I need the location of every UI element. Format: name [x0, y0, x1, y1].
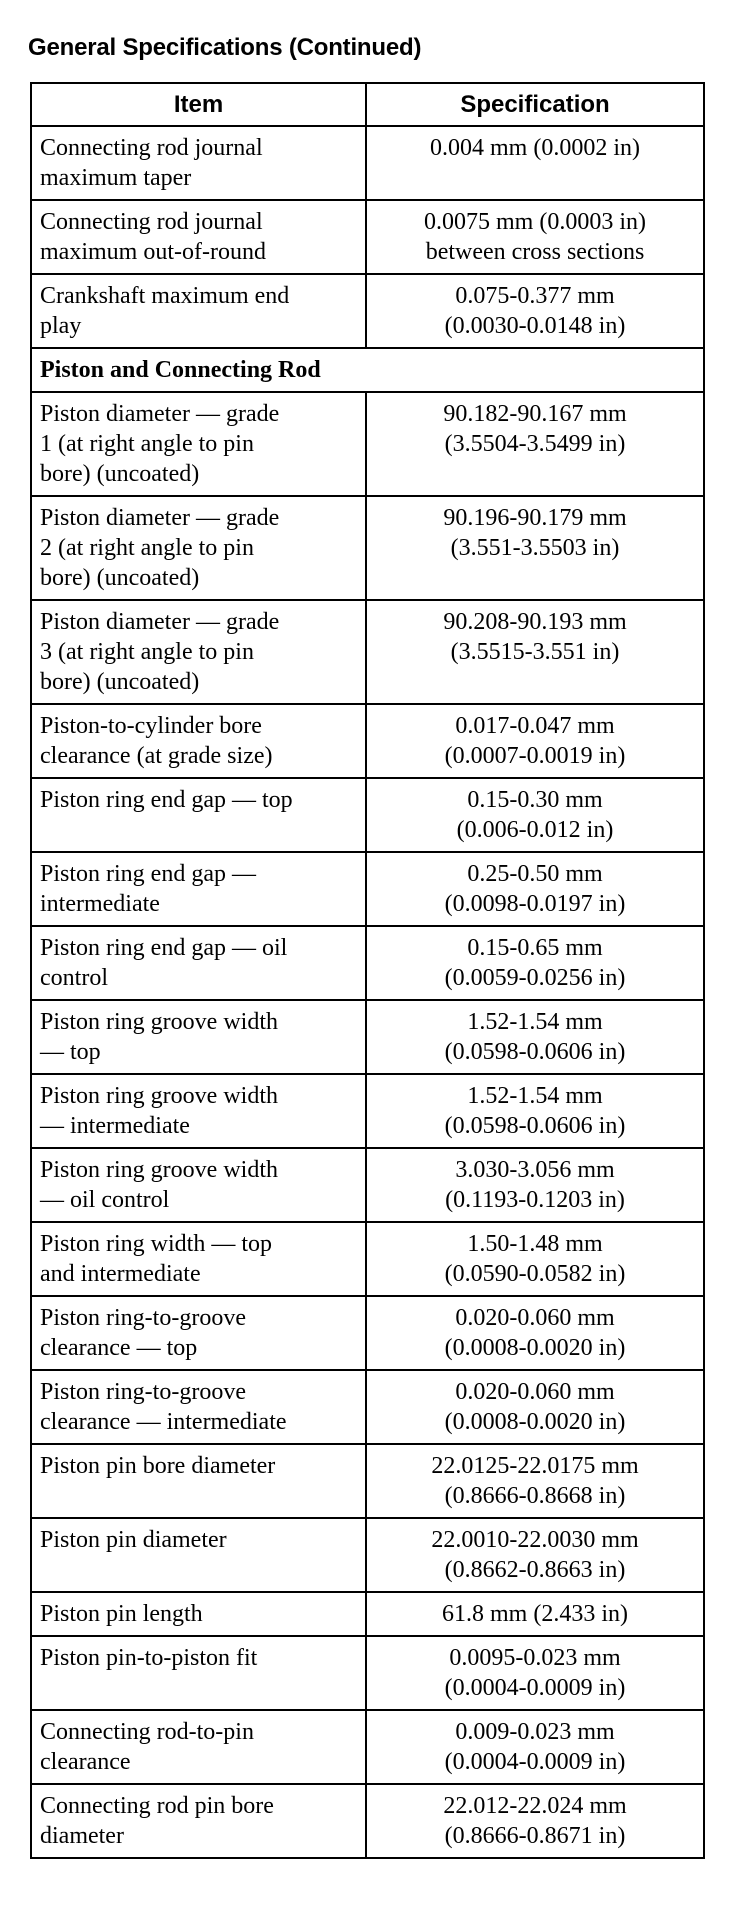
item-text: Connecting rod pin bore — [40, 1793, 274, 1819]
specification-cell — [366, 1074, 704, 1148]
specification-text: (0.0598-0.0606 in) — [444, 1113, 626, 1139]
item-cell — [31, 1710, 366, 1784]
item-text: Piston ring end gap — oil — [40, 935, 288, 961]
table-row — [31, 1370, 704, 1444]
section-header-row — [31, 348, 704, 392]
specification-text: 61.8 mm (2.433 in) — [442, 1601, 628, 1627]
item-text: Piston pin length — [40, 1601, 203, 1627]
specification-text: (0.0007-0.0019 in) — [444, 743, 626, 769]
table-row — [31, 1636, 704, 1710]
specification-text: 22.0010-22.0030 mm — [431, 1527, 639, 1553]
specification-text: 22.0125-22.0175 mm — [431, 1453, 639, 1479]
item-text: Piston pin bore diameter — [40, 1453, 276, 1479]
specification-cell — [366, 600, 704, 704]
specification-text: 90.208-90.193 mm — [443, 609, 627, 635]
item-text: Piston ring-to-groove — [40, 1379, 246, 1405]
specification-cell — [366, 1784, 704, 1858]
specification-cell — [366, 704, 704, 778]
specification-text: 1.52-1.54 mm — [467, 1083, 603, 1109]
table-row — [31, 392, 704, 496]
specification-cell — [366, 926, 704, 1000]
specification-text: (0.0059-0.0256 in) — [444, 965, 626, 991]
specification-text: 0.004 mm (0.0002 in) — [430, 135, 640, 161]
specification-text: (0.8662-0.8663 in) — [444, 1557, 626, 1583]
item-cell — [31, 200, 366, 274]
table-row — [31, 496, 704, 600]
specification-text: (0.0098-0.0197 in) — [444, 891, 626, 917]
item-text: Piston-to-cylinder bore — [40, 713, 262, 739]
specification-text: 22.012-22.024 mm — [443, 1793, 627, 1819]
item-text: Piston ring width — top — [40, 1231, 273, 1257]
item-text: Piston ring groove width — [40, 1009, 278, 1035]
column-header-specification: Specification — [366, 83, 704, 126]
item-text: Piston pin diameter — [40, 1527, 227, 1553]
item-cell — [31, 1296, 366, 1370]
item-cell — [31, 778, 366, 852]
item-cell — [31, 1000, 366, 1074]
specification-text: 3.030-3.056 mm — [455, 1157, 615, 1183]
specification-cell — [366, 852, 704, 926]
table-row — [31, 1518, 704, 1592]
table-row — [31, 200, 704, 274]
specification-text: (0.0004-0.0009 in) — [444, 1675, 626, 1701]
table-row — [31, 1444, 704, 1518]
item-text: diameter — [40, 1823, 124, 1849]
specification-text: 0.15-0.30 mm — [467, 787, 603, 813]
specification-cell — [366, 1518, 704, 1592]
specification-text: (3.5515-3.551 in) — [450, 639, 620, 665]
specification-text: 0.009-0.023 mm — [455, 1719, 615, 1745]
item-text: clearance — [40, 1749, 131, 1775]
table-header-row — [31, 83, 704, 126]
table-row — [31, 1296, 704, 1370]
specification-text: (0.0030-0.0148 in) — [444, 313, 626, 339]
item-text: and intermediate — [40, 1261, 201, 1287]
table-row — [31, 600, 704, 704]
specifications-table — [30, 82, 705, 1859]
specification-text: (0.0008-0.0020 in) — [444, 1409, 626, 1435]
item-text: Piston ring-to-groove — [40, 1305, 246, 1331]
specification-text: 0.017-0.047 mm — [455, 713, 615, 739]
specification-text: 0.020-0.060 mm — [455, 1305, 615, 1331]
specification-text: (0.0004-0.0009 in) — [444, 1749, 626, 1775]
table-row — [31, 926, 704, 1000]
item-cell — [31, 274, 366, 348]
item-text: Piston ring end gap — top — [40, 787, 293, 813]
item-text: — oil control — [40, 1187, 170, 1213]
item-cell — [31, 600, 366, 704]
table-row — [31, 1710, 704, 1784]
specification-text: (3.5504-3.5499 in) — [444, 431, 626, 457]
table-row — [31, 274, 704, 348]
item-cell — [31, 1074, 366, 1148]
table-row — [31, 1074, 704, 1148]
specification-cell — [366, 200, 704, 274]
specification-cell — [366, 274, 704, 348]
specification-cell — [366, 1592, 704, 1636]
table-row — [31, 126, 704, 200]
item-text: Piston pin-to-piston fit — [40, 1645, 258, 1671]
item-text: Crankshaft maximum end — [40, 283, 290, 309]
item-cell — [31, 1784, 366, 1858]
item-text: Piston diameter — grade — [40, 505, 280, 531]
specification-cell — [366, 1444, 704, 1518]
specification-text: (0.006-0.012 in) — [456, 817, 614, 843]
specification-text: 90.196-90.179 mm — [443, 505, 627, 531]
item-text: Connecting rod journal — [40, 209, 263, 235]
item-cell — [31, 926, 366, 1000]
item-cell — [31, 1444, 366, 1518]
item-text: bore) (uncoated) — [40, 461, 200, 487]
table-row — [31, 778, 704, 852]
item-text: Piston ring end gap — — [40, 861, 256, 887]
specification-text: 90.182-90.167 mm — [443, 401, 627, 427]
specification-text: 0.020-0.060 mm — [455, 1379, 615, 1405]
specification-cell — [366, 1710, 704, 1784]
specification-cell — [366, 1636, 704, 1710]
item-text: — intermediate — [40, 1113, 190, 1139]
specification-cell — [366, 1148, 704, 1222]
item-cell — [31, 1222, 366, 1296]
specification-text: 1.52-1.54 mm — [467, 1009, 603, 1035]
item-text: Connecting rod-to-pin — [40, 1719, 254, 1745]
specification-cell — [366, 1000, 704, 1074]
table-row — [31, 852, 704, 926]
item-cell — [31, 496, 366, 600]
table-row — [31, 1222, 704, 1296]
page-title: General Specifications (Continued) — [28, 34, 422, 61]
specification-cell — [366, 392, 704, 496]
specification-text: 0.075-0.377 mm — [455, 283, 615, 309]
item-text: 3 (at right angle to pin — [40, 639, 254, 665]
item-text: Piston ring groove width — [40, 1157, 278, 1183]
item-text: Connecting rod journal — [40, 135, 263, 161]
column-header-item: Item — [31, 83, 366, 126]
specification-text: (0.0008-0.0020 in) — [444, 1335, 626, 1361]
item-text: maximum out-of-round — [40, 239, 266, 265]
item-cell — [31, 704, 366, 778]
specification-text: (0.0598-0.0606 in) — [444, 1039, 626, 1065]
specification-text: 0.0095-0.023 mm — [449, 1645, 621, 1671]
specification-cell — [366, 1370, 704, 1444]
specification-cell — [366, 126, 704, 200]
item-text: Piston diameter — grade — [40, 609, 280, 635]
specification-cell — [366, 1222, 704, 1296]
specification-text: (0.1193-0.1203 in) — [445, 1187, 625, 1213]
rows-after-section — [31, 392, 704, 1858]
item-cell — [31, 1370, 366, 1444]
item-text: bore) (uncoated) — [40, 669, 200, 695]
specification-text: 1.50-1.48 mm — [467, 1231, 603, 1257]
specification-text: between cross sections — [425, 239, 645, 265]
item-cell — [31, 1636, 366, 1710]
rows-before-section — [31, 126, 704, 348]
item-text: intermediate — [40, 891, 160, 917]
item-text: maximum taper — [40, 165, 192, 191]
specification-cell — [366, 1296, 704, 1370]
item-text: clearance (at grade size) — [40, 743, 273, 769]
specification-text: (0.8666-0.8671 in) — [444, 1823, 626, 1849]
item-cell — [31, 1518, 366, 1592]
table-row — [31, 1784, 704, 1858]
item-text: control — [40, 965, 108, 991]
item-cell — [31, 1148, 366, 1222]
section-group — [31, 348, 704, 392]
specification-text: 0.0075 mm (0.0003 in) — [424, 209, 646, 235]
item-text: Piston ring groove width — [40, 1083, 278, 1109]
item-cell — [31, 126, 366, 200]
item-text: clearance — intermediate — [40, 1409, 287, 1435]
specification-text: 0.25-0.50 mm — [467, 861, 603, 887]
item-text: 2 (at right angle to pin — [40, 535, 254, 561]
item-text: Piston diameter — grade — [40, 401, 280, 427]
table-row — [31, 1592, 704, 1636]
item-text: — top — [40, 1039, 101, 1065]
item-text: 1 (at right angle to pin — [40, 431, 254, 457]
specification-text: (0.8666-0.8668 in) — [444, 1483, 626, 1509]
item-text: bore) (uncoated) — [40, 565, 200, 591]
table-row — [31, 704, 704, 778]
specification-text: (3.551-3.5503 in) — [450, 535, 620, 561]
specification-cell — [366, 778, 704, 852]
item-text: play — [40, 313, 82, 339]
specification-text: 0.15-0.65 mm — [467, 935, 603, 961]
table-row — [31, 1148, 704, 1222]
specification-text: (0.0590-0.0582 in) — [444, 1261, 626, 1287]
item-cell — [31, 852, 366, 926]
section-title: Piston and Connecting Rod — [31, 348, 704, 392]
item-text: clearance — top — [40, 1335, 198, 1361]
table-row — [31, 1000, 704, 1074]
item-cell — [31, 392, 366, 496]
specification-cell — [366, 496, 704, 600]
item-cell — [31, 1592, 366, 1636]
